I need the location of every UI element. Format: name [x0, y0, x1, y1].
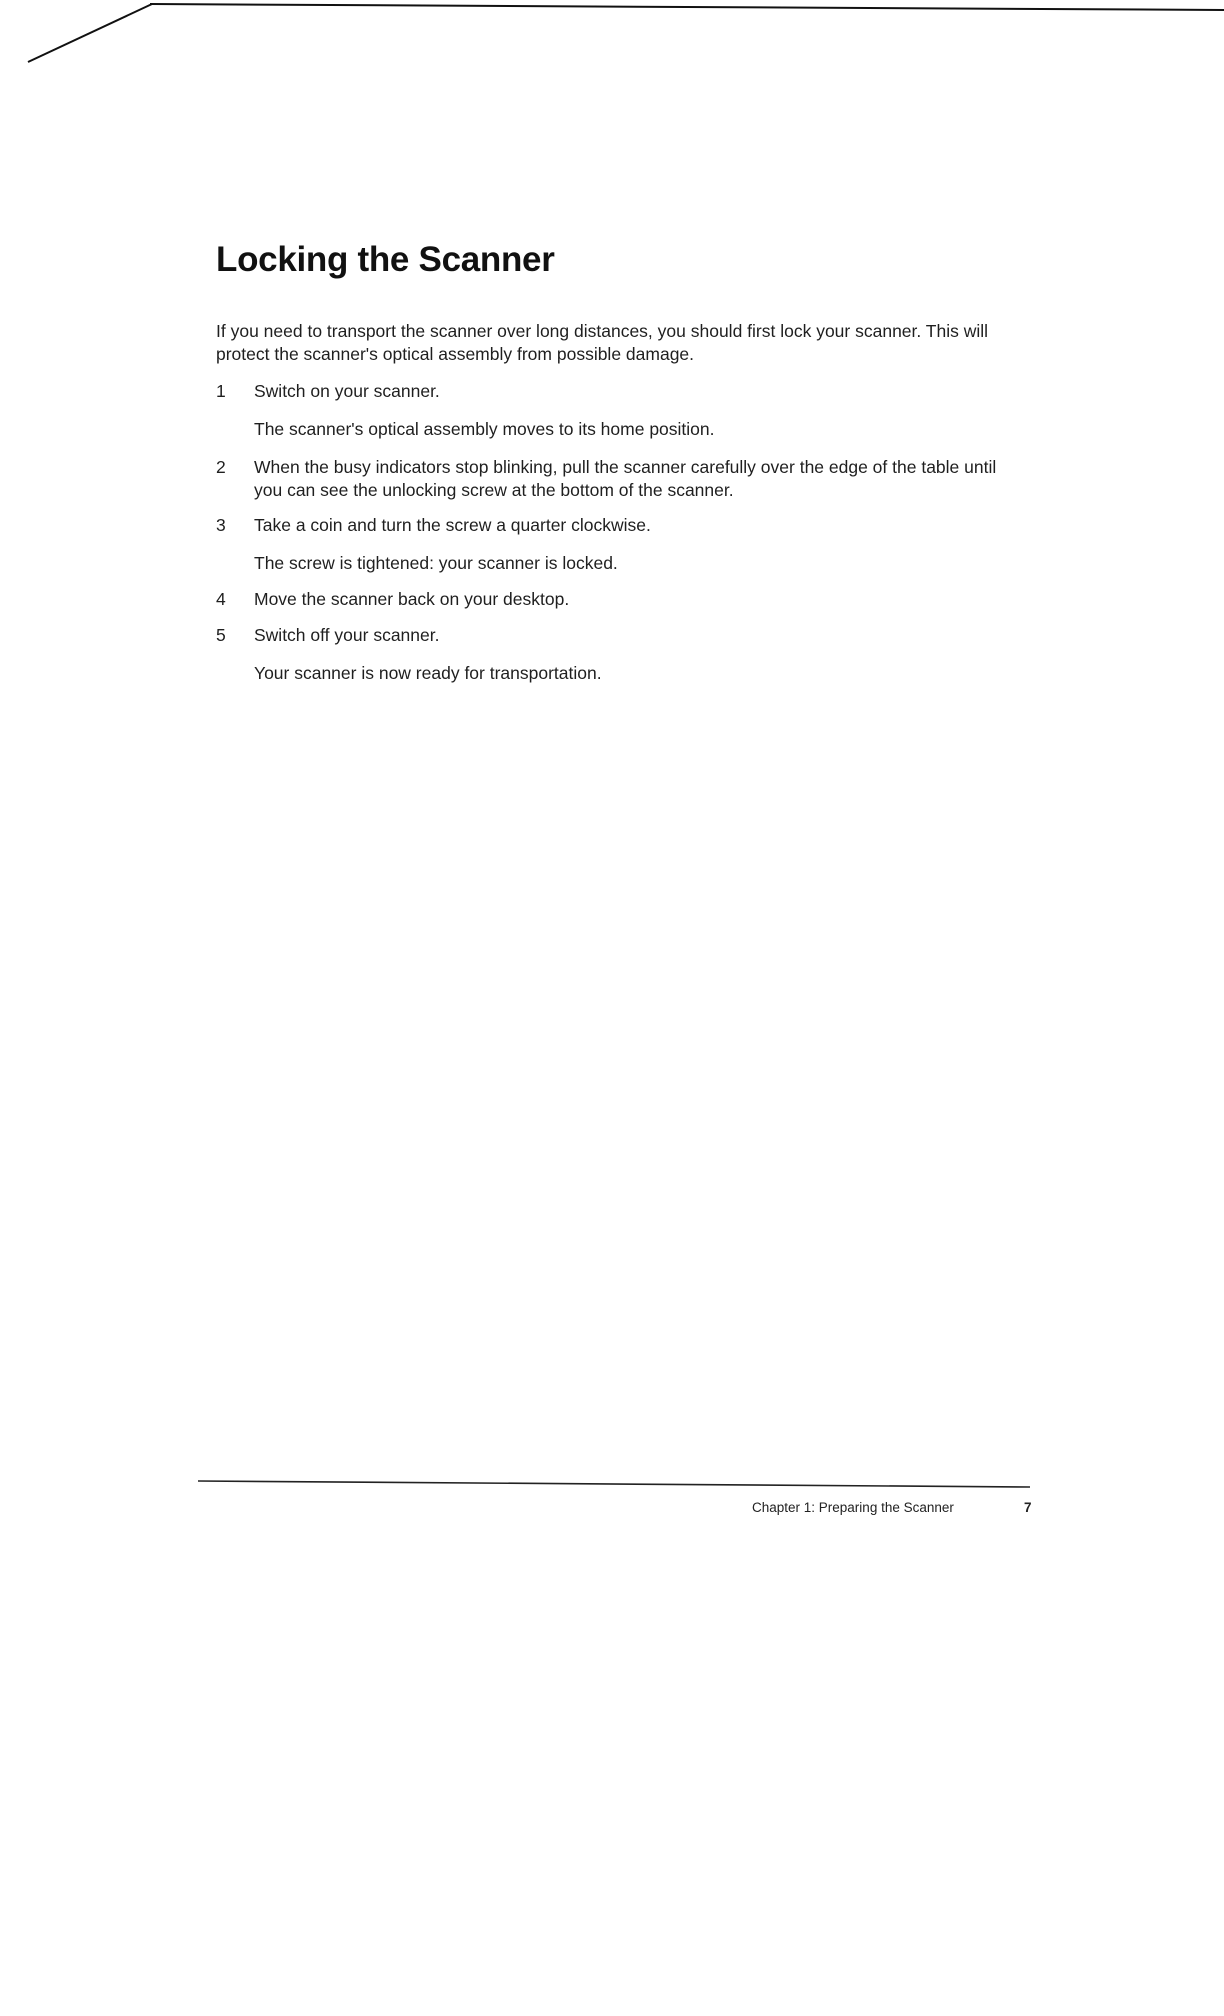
footer-rule: [198, 1478, 1030, 1490]
step-result: The scanner's optical assembly moves to its home position.: [254, 419, 715, 439]
step-number: 1: [216, 381, 226, 401]
step-number: 5: [216, 625, 226, 645]
page-number: 7: [1024, 1500, 1032, 1515]
page-title: Locking the Scanner: [216, 240, 555, 279]
step-number: 3: [216, 515, 226, 535]
step-result: Your scanner is now ready for transportation.: [254, 663, 602, 683]
step-result: The screw is tightened: your scanner is locked.: [254, 553, 618, 573]
step-text: Move the scanner back on your desktop.: [254, 589, 570, 609]
footer-chapter-title: Chapter 1: Preparing the Scanner: [752, 1500, 954, 1515]
step-text: Switch on your scanner.: [254, 381, 440, 401]
step-text: When the busy indicators stop blinking, pull the scanner carefully over the edge of the table until you can see the unlocking screw at the bottom of the scanner.: [254, 457, 997, 500]
step-number: 4: [216, 589, 226, 609]
scan-edge-line: [0, 0, 1224, 80]
step-text: Take a coin and turn the screw a quarter clockwise.: [254, 515, 651, 535]
intro-paragraph: If you need to transport the scanner over long distances, you should first lock your scanner. This will protect the scanner's optical assembly from possible damage.: [216, 321, 989, 364]
step-text: Switch off your scanner.: [254, 625, 440, 645]
step-number: 2: [216, 457, 226, 477]
